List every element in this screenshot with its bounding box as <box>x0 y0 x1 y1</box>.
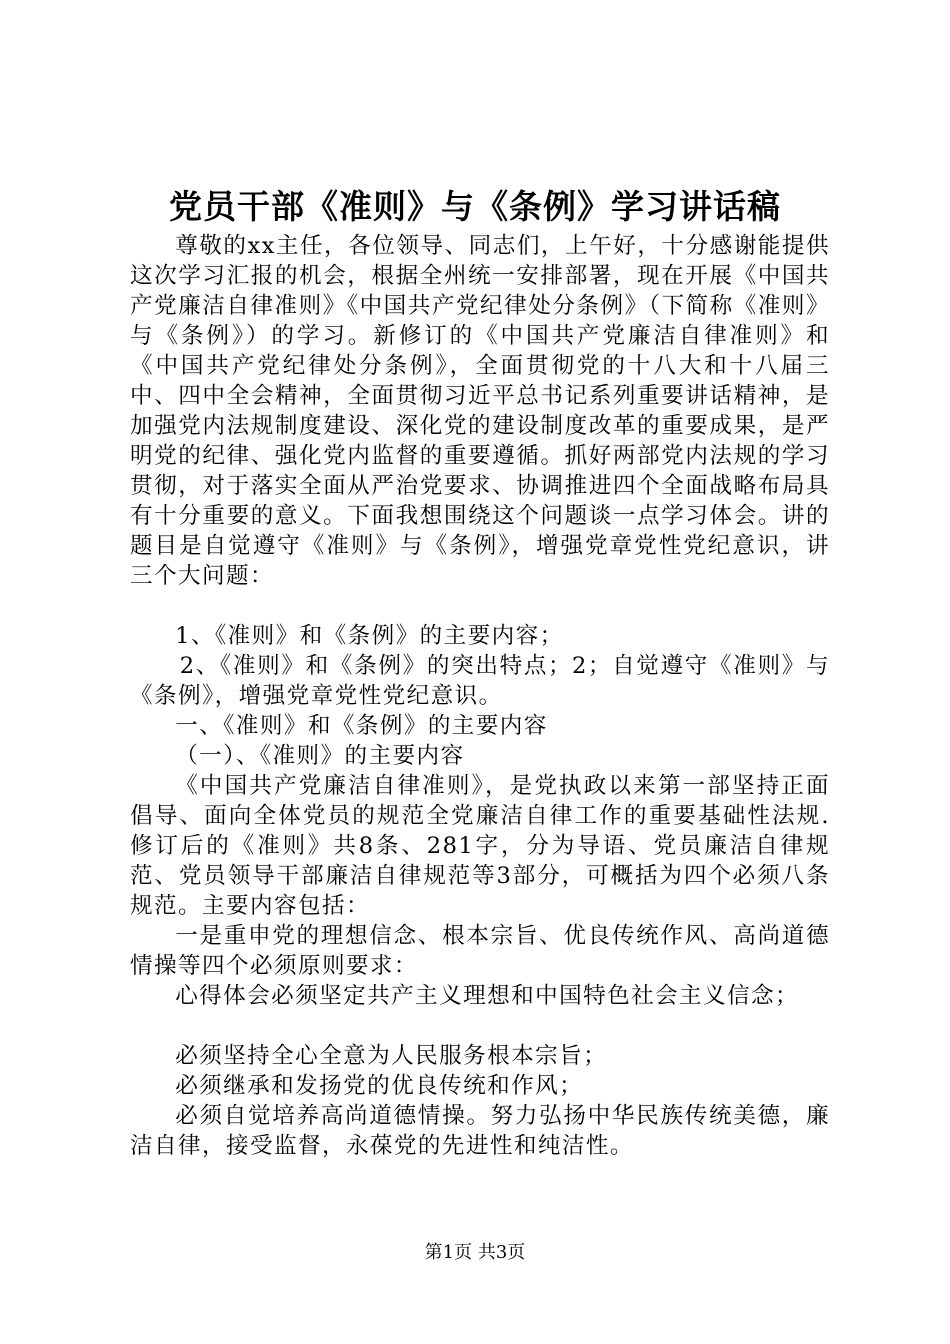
paragraph-item-2: 2、《准则》和《条例》的突出特点；2；自觉遵守《准则》与《条例》，增强党章党性党纪意识。 <box>130 653 830 709</box>
section-heading-1: 一、《准则》和《条例》的主要内容 <box>175 713 548 739</box>
paragraph-intro: 尊敬的xx主任，各位领导、同志们，上午好，十分感谢能提供这次学习汇报的机会，根据全州统一安排部署，现在开展《中国共产党廉洁自律准则》《中国共产党纪律处分条例》（下简称《准则》与《条例》）的学习。新修订的《中国共产党廉洁自律准则》和《中国共产党纪律处分条例》，全面贯彻党的十八大和十八届三中、四中全会精神，全面贯彻习近平总书记系列重要讲话精神，是加强党内法规制度建设、深化党的建设制度改革的重要成果，是严明党的纪律、强化党内监督的重要遵循。抓好两部党内法规的学习贯彻，对于落实全面从严治党要求、协调推进四个全面战略布局具有十分重要的意义。下面我想围绕这个问题谈一点学习体会。讲的题目是自觉遵守《准则》与《条例》，增强党章党性党纪意识，讲三个大问题： <box>130 233 830 589</box>
document-title: 党员干部《准则》与《条例》学习讲话稿 <box>169 187 781 226</box>
paragraph-must-1: 心得体会必须坚定共产主义理想和中国特色社会主义信念； <box>175 983 800 1009</box>
paragraph-standards-overview: 《中国共产党廉洁自律准则》，是党执政以来第一部坚持正面倡导、面向全体党员的规范全党廉洁自律工作的重要基础性法规.修订后的《准则》共8条、281字，分为导语、党员廉洁自律规范、党员领导干部廉洁自律规范等3部分，可概括为四个必须八条规范。主要内容包括： <box>130 773 830 919</box>
paragraph-point-one: 一是重申党的理想信念、根本宗旨、优良传统作风、高尚道德情操等四个必须原则要求： <box>130 923 830 979</box>
paragraph-must-4: 必须自觉培养高尚道德情操。努力弘扬中华民族传统美德，廉洁自律，接受监督，永葆党的先进性和纯洁性。 <box>130 1103 830 1159</box>
document-body <box>130 231 830 1161</box>
page-footer: 第1页 共3页 <box>424 1242 526 1263</box>
subsection-heading-1: （一）、《准则》的主要内容 <box>175 743 465 769</box>
paragraph-must-3: 必须继承和发扬党的优良传统和作风； <box>175 1073 584 1099</box>
paragraph-item-1: 1、《准则》和《条例》的主要内容； <box>175 623 564 649</box>
paragraph-must-2: 必须坚持全心全意为人民服务根本宗旨； <box>175 1043 608 1069</box>
